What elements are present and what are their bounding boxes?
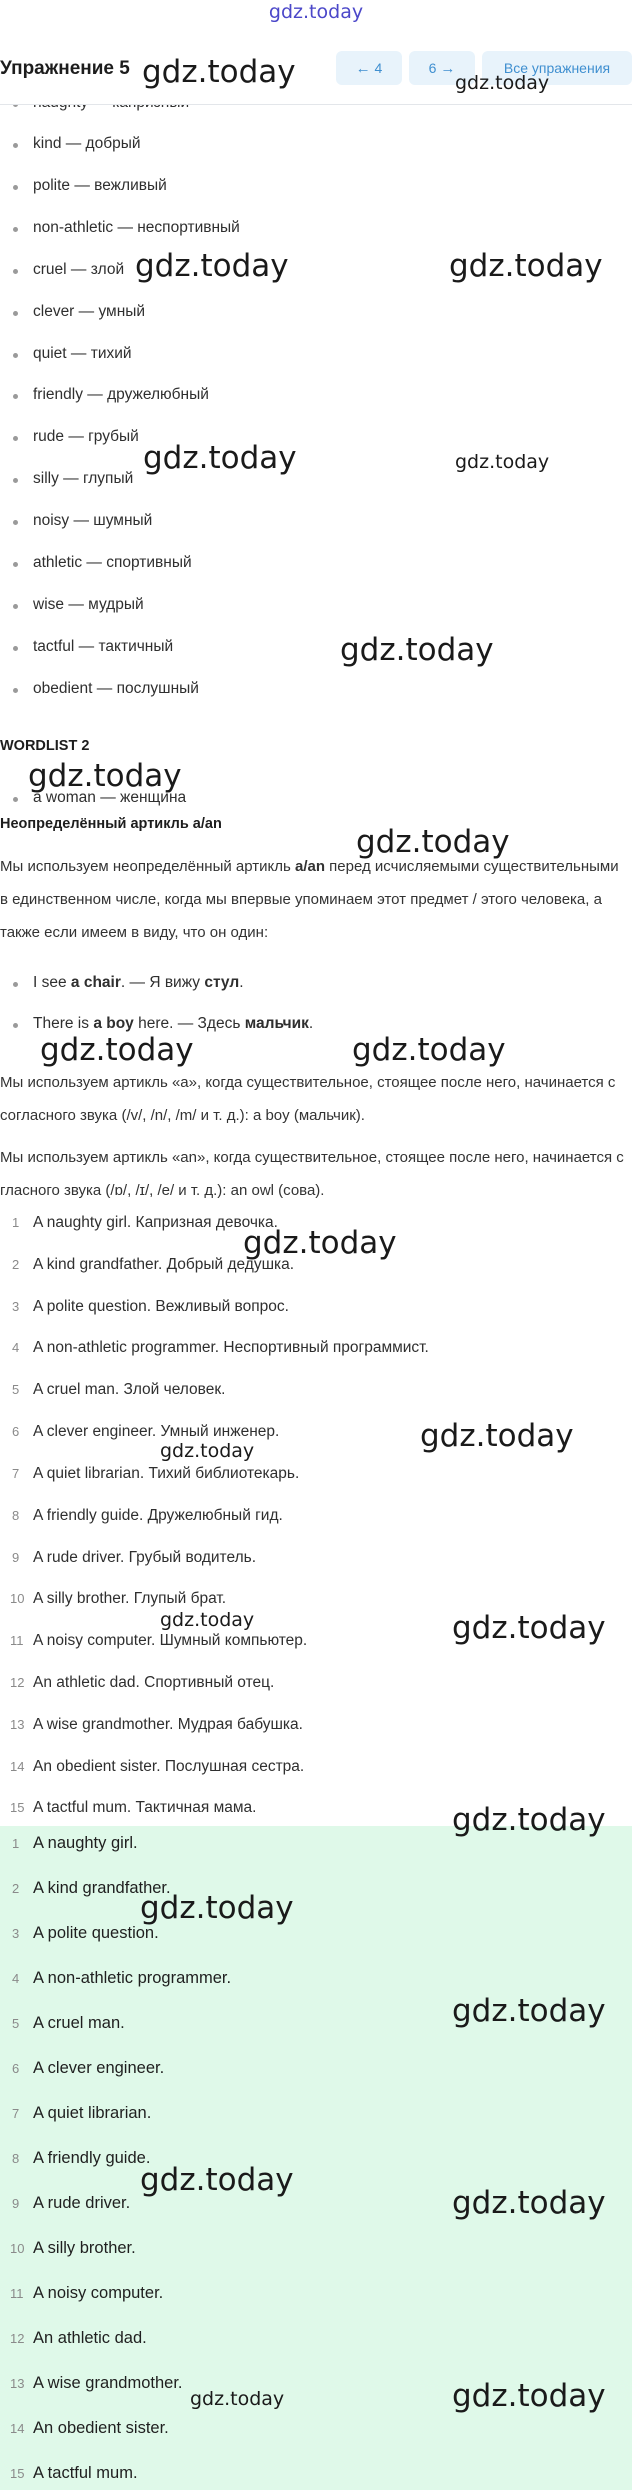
answers-block (0, 1826, 632, 2490)
list-item: 11 A noisy computer. Шумный компьютер. (10, 1632, 308, 1649)
list-item: cruel — злой (33, 261, 125, 278)
top-bar (0, 0, 632, 24)
list-item: 9 A rude driver. (12, 2194, 131, 2212)
watermark: gdz.today (356, 824, 510, 860)
exercise-header (0, 46, 632, 105)
watermark: gdz.today (452, 2185, 606, 2221)
list-item: 2 A kind grandfather. Добрый дедушка. (12, 1256, 295, 1273)
watermark: gdz.today (243, 1225, 397, 1261)
list-item: 8 A friendly guide. (12, 2149, 151, 2167)
watermark: gdz.today (455, 451, 550, 473)
arrow-right-icon: → (440, 60, 456, 77)
list-item: 7 A quiet librarian. Тихий библиотекарь. (12, 1465, 300, 1482)
watermark: gdz.today (143, 440, 297, 476)
list-item: 3 A polite question. Вежливый вопрос. (12, 1298, 289, 1315)
list-item: noisy — шумный (33, 512, 153, 529)
list-item: silly — глупый (33, 470, 134, 487)
watermark: gdz.today (142, 54, 296, 90)
grammar-paragraph-an: Мы используем артикль «an», когда существительное, стоящее после него, начинается с гласного звука (/ɒ/, /ɪ/, /e/ и т. д.): an owl (сова). (0, 1149, 624, 1199)
list-item: quiet — тихий (33, 345, 132, 362)
list-item: friendly — дружелюбный (33, 386, 209, 403)
list-item: kind — добрый (33, 135, 141, 152)
watermark: gdz.today (160, 1609, 255, 1631)
watermark: gdz.today (452, 1993, 606, 2029)
watermark: gdz.today (449, 248, 603, 284)
list-item: 5 A cruel man. (12, 2014, 125, 2032)
list-item: 10 A silly brother. Глупый брат. (10, 1590, 227, 1607)
list-item: 5 A cruel man. Злой человек. (12, 1381, 226, 1398)
list-item: clever — умный (33, 303, 146, 320)
list-item: tactful — тактичный (33, 638, 174, 655)
watermark: gdz.today (190, 2388, 285, 2410)
watermark: gdz.today (160, 1440, 255, 1462)
list-item: 15 A tactful mum. (10, 2464, 138, 2482)
watermark: gdz.today (452, 1802, 606, 1838)
grammar-paragraph: Мы используем неопределённый артикль a/an перед исчисляемыми существительными в единственном числе, когда мы впервые упоминаем этот предмет / этого человека, а также если имеем в виду, что он один: (0, 858, 619, 941)
arrow-left-icon: ← (355, 60, 371, 77)
list-item: obedient — послушный (33, 680, 199, 697)
list-item: 7 A quiet librarian. (12, 2104, 152, 2122)
watermark: gdz.today (452, 2378, 606, 2414)
list-item: wise — мудрый (33, 596, 144, 613)
list-item: 1 A naughty girl. Капризная девочка. (12, 1214, 278, 1231)
grammar-paragraph-a: Мы используем артикль «a», когда существительное, стоящее после него, начинается с согласного звука (/v/, /n/, /m/ и т. д.): a boy (мальчик). (0, 1074, 616, 1124)
list-item: 2 A kind grandfather. (12, 1879, 171, 1897)
list-item: rude — грубый (33, 428, 139, 445)
list-item: 14 An obedient sister. (10, 2419, 169, 2437)
prev-exercise-button[interactable]: ← 4 (336, 51, 402, 85)
example-item: There is a boy here. — Здесь мальчик. (33, 1015, 314, 1032)
all-exercises-button[interactable]: Все упражнения (482, 51, 632, 85)
list-item: 11 A noisy computer. (10, 2284, 164, 2302)
list-item: 4 A non-athletic programmer. Неспортивный программист. (12, 1339, 429, 1356)
list-item: 15 A tactful mum. Тактичная мама. (10, 1799, 257, 1816)
list-item: 8 A friendly guide. Дружелюбный гид. (12, 1507, 283, 1524)
list-item: 3 A polite question. (12, 1924, 159, 1942)
list-item: a woman — женщина (33, 789, 187, 806)
list-item: athletic — спортивный (33, 554, 192, 571)
list-item: 12 An athletic dad. Спортивный отец. (10, 1674, 275, 1691)
list-item: 6 A clever engineer. (12, 2059, 165, 2077)
list-item: non-athletic — неспортивный (33, 219, 240, 236)
list-item: 1 A naughty girl. (12, 1834, 138, 1852)
list-item: 9 A rude driver. Грубый водитель. (12, 1549, 257, 1566)
watermark: gdz.today (340, 632, 494, 668)
watermark: gdz.today (452, 1610, 606, 1646)
wordlist-2-title: WORDLIST 2 (0, 738, 90, 754)
watermark: gdz.today (135, 248, 289, 284)
list-item: 6 A clever engineer. Умный инженер. (12, 1423, 280, 1440)
watermark: gdz.today (28, 758, 182, 794)
page-title: Упражнение 5 (0, 58, 130, 79)
list-item: 10 A silly brother. (10, 2239, 136, 2257)
list-item: 12 An athletic dad. (10, 2329, 147, 2347)
list-item: 14 An obedient sister. Послушная сестра. (10, 1758, 305, 1775)
grammar-title: Неопределённый артикль a/an (0, 816, 222, 832)
watermark: gdz.today (420, 1418, 574, 1454)
example-item: I see a chair. — Я вижу стул. (33, 974, 244, 991)
next-exercise-button[interactable]: 6 → (409, 51, 475, 85)
watermark: gdz.today (40, 1032, 194, 1068)
watermark: gdz.today (140, 2162, 294, 2198)
list-item: polite — вежливый (33, 177, 167, 194)
site-logo[interactable]: gdz.today (268, 1, 364, 23)
watermark: gdz.today (352, 1032, 506, 1068)
watermark: gdz.today (455, 72, 550, 94)
list-item: 13 A wise grandmother. (10, 2374, 183, 2392)
list-item: 4 A non-athletic programmer. (12, 1969, 232, 1987)
list-item: 13 A wise grandmother. Мудрая бабушка. (10, 1716, 303, 1733)
watermark: gdz.today (140, 1890, 294, 1926)
